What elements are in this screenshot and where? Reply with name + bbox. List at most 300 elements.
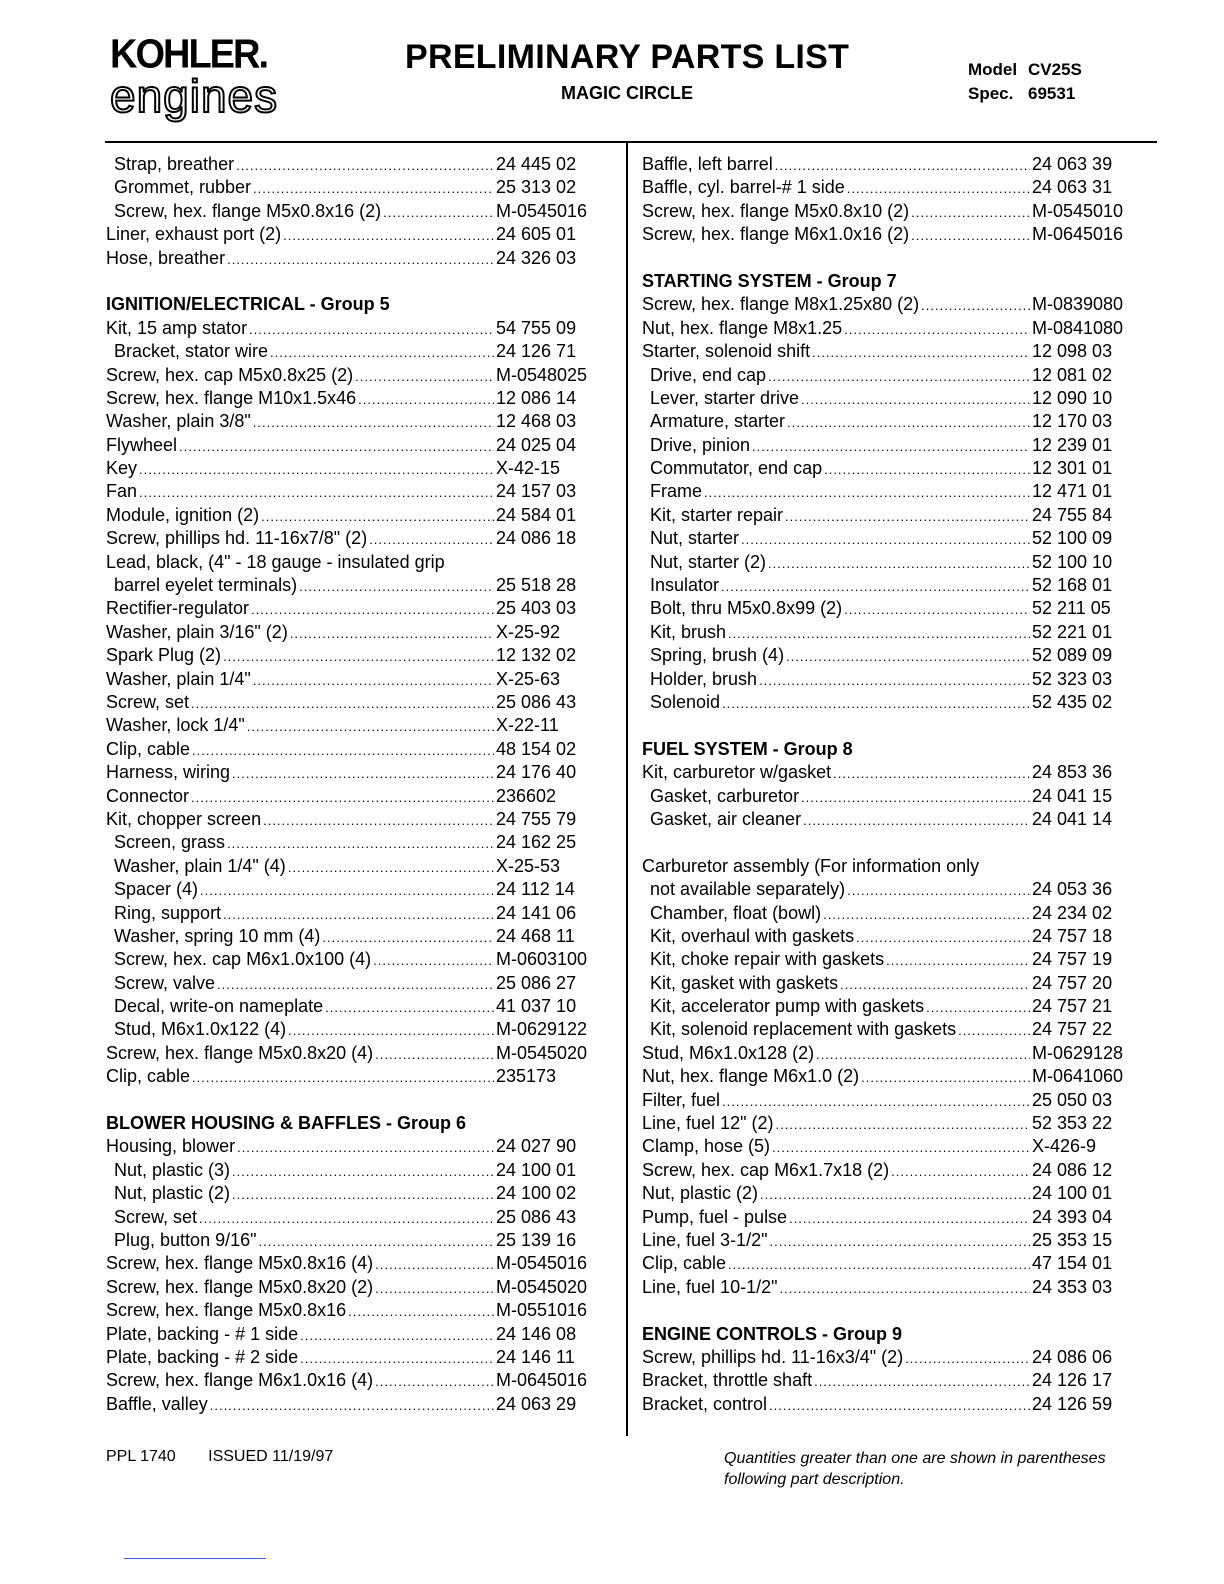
dot-leader [237, 1140, 494, 1155]
part-row [642, 1019, 1132, 1042]
dot-leader [270, 345, 494, 360]
dot-leader [769, 1234, 1030, 1249]
part-row [106, 505, 596, 528]
dot-leader [217, 977, 494, 992]
part-number: 54 755 09 [496, 317, 577, 338]
part-description: Housing, blower [106, 1136, 236, 1157]
dot-leader [752, 439, 1030, 454]
part-row [642, 622, 1132, 645]
part-number: 24 234 02 [1032, 902, 1113, 923]
part-number: 25 086 43 [496, 691, 577, 712]
part-description: Gasket, carburetor [650, 785, 800, 806]
part-number: 12 086 14 [496, 387, 577, 408]
part-number: X-426-9 [1032, 1136, 1097, 1157]
part-number: 52 100 10 [1032, 551, 1113, 572]
part-row [106, 949, 596, 972]
part-number: M-0545020 [496, 1276, 588, 1297]
footer-note [724, 1448, 1124, 1490]
dot-leader [789, 1211, 1030, 1226]
part-description-line: Lead, black, (4" - 18 gauge - insulated grip [106, 551, 445, 572]
part-description: Liner, exhaust port (2) [106, 224, 282, 245]
part-number: M-0645016 [496, 1370, 588, 1391]
part-number: 24 063 31 [1032, 177, 1113, 198]
dot-leader [375, 1257, 494, 1272]
part-description: Screw, hex. flange M5x0.8x16 (2) [114, 200, 382, 221]
dot-leader [191, 696, 494, 711]
part-description: Clamp, hose (5) [642, 1136, 771, 1157]
part-description: Hose, breather [106, 247, 226, 268]
part-description: not available separately) [650, 879, 846, 900]
dot-leader [812, 345, 1030, 360]
part-row [106, 481, 596, 504]
parts-column-left [106, 154, 596, 1417]
dot-leader [722, 696, 1030, 711]
section-spacer [106, 271, 596, 294]
part-number: 47 154 01 [1032, 1253, 1113, 1274]
dot-leader [926, 1000, 1030, 1015]
dot-leader [824, 462, 1030, 477]
dot-leader [958, 1023, 1030, 1038]
part-number: 25 139 16 [496, 1229, 577, 1250]
dot-leader [911, 228, 1030, 243]
part-description: Screw, phillips hd. 11-16x3/4" (2) [642, 1346, 904, 1367]
part-row [106, 435, 596, 458]
dot-leader [300, 1328, 494, 1343]
part-number: 12 098 03 [1032, 341, 1113, 362]
part-row [642, 318, 1132, 341]
column-divider [626, 143, 628, 1436]
part-row [106, 996, 596, 1019]
part-description: Baffle, valley [106, 1393, 208, 1414]
dot-leader [768, 369, 1030, 384]
part-number: M-0548025 [496, 364, 588, 385]
part-row [106, 365, 596, 388]
part-description: Screen, grass [114, 832, 226, 853]
part-description: Armature, starter [650, 411, 786, 432]
part-description: Key [106, 458, 138, 479]
part-description: Screw, hex. flange M6x1.0x16 (2) [642, 224, 910, 245]
part-row [106, 1324, 596, 1347]
part-description: Frame [650, 481, 703, 502]
part-number: 12 471 01 [1032, 481, 1113, 502]
part-description: Ring, support [114, 902, 222, 923]
part-row [106, 598, 596, 621]
part-number: 24 757 20 [1032, 972, 1113, 993]
doc-number: PPL 1740 [106, 1448, 176, 1465]
part-row [106, 1300, 596, 1323]
part-number: 25 313 02 [496, 177, 577, 198]
part-row [642, 949, 1132, 972]
part-row [642, 481, 1132, 504]
part-description: Plate, backing - # 2 side [106, 1346, 299, 1367]
part-row [106, 809, 596, 832]
part-number: 52 435 02 [1032, 691, 1113, 712]
part-row [106, 201, 596, 224]
part-description: Chamber, float (bowl) [650, 902, 822, 923]
dot-leader [232, 1187, 494, 1202]
part-description: Module, ignition (2) [106, 504, 260, 525]
dot-leader [786, 649, 1030, 664]
part-row [642, 1066, 1132, 1089]
dot-leader [375, 1281, 494, 1296]
dot-leader [373, 953, 494, 968]
part-description: Nut, hex. flange M8x1.25 [642, 317, 843, 338]
dot-leader [844, 602, 1030, 617]
part-description: Line, fuel 3-1/2" [642, 1229, 768, 1250]
part-number: 12 170 03 [1032, 411, 1113, 432]
part-number: X-25-92 [496, 621, 561, 642]
part-description: Screw, set [114, 1206, 198, 1227]
part-row [106, 622, 596, 645]
part-number: 52 168 01 [1032, 575, 1113, 596]
section-spacer [642, 832, 1132, 855]
part-description: Stud, M6x1.0x122 (4) [114, 1019, 287, 1040]
part-description: Nut, plastic (2) [114, 1183, 231, 1204]
scan-artifact-line [124, 1558, 266, 1559]
part-row [642, 1090, 1132, 1113]
part-description: Grommet, rubber [114, 177, 252, 198]
dot-leader [911, 205, 1030, 220]
part-description: Kit, choke repair with gaskets [650, 949, 885, 970]
dot-leader [261, 509, 494, 524]
part-number: 24 326 03 [496, 247, 577, 268]
part-row [642, 435, 1132, 458]
part-row [106, 1043, 596, 1066]
part-description: Screw, hex. flange M10x1.5x46 [106, 387, 357, 408]
dot-leader [921, 298, 1030, 313]
part-row [106, 715, 596, 738]
part-description: Washer, plain 1/4" (4) [114, 855, 286, 876]
part-description: Screw, hex. flange M5x0.8x20 (2) [106, 1276, 374, 1297]
dot-leader [787, 415, 1030, 430]
part-row [642, 552, 1132, 575]
part-number: 24 757 19 [1032, 949, 1113, 970]
part-description: Nut, starter [650, 528, 740, 549]
part-row [642, 879, 1132, 902]
part-row [106, 411, 596, 434]
part-number: 235173 [496, 1066, 557, 1087]
part-description: Bracket, throttle shaft [642, 1370, 813, 1391]
part-number: 24 100 01 [1032, 1183, 1113, 1204]
part-description: Clip, cable [642, 1253, 727, 1274]
part-row [642, 1207, 1132, 1230]
dot-leader [779, 1281, 1030, 1296]
part-row [642, 762, 1132, 785]
part-description: Spring, brush (4) [650, 645, 785, 666]
part-number: 12 132 02 [496, 645, 577, 666]
part-description: Nut, plastic (3) [114, 1159, 231, 1180]
part-number: 24 393 04 [1032, 1206, 1113, 1227]
part-row [642, 1253, 1132, 1276]
part-description: Kit, carburetor w/gasket [642, 762, 832, 783]
part-number: 24 141 06 [496, 902, 577, 923]
dot-leader [192, 1070, 494, 1085]
part-row [106, 645, 596, 668]
dot-leader [847, 181, 1030, 196]
part-description: Decal, write-on nameplate [114, 996, 324, 1017]
part-row [106, 903, 596, 926]
part-number: 24 112 14 [496, 879, 575, 900]
dot-leader [290, 626, 494, 641]
part-description: Baffle, left barrel [642, 154, 773, 174]
part-description: Line, fuel 12" (2) [642, 1113, 774, 1134]
part-number: 24 353 03 [1032, 1276, 1113, 1297]
part-row [642, 1277, 1132, 1300]
part-description: Fan [106, 481, 138, 502]
model-label: Model [968, 60, 1018, 79]
part-number: 24 445 02 [496, 154, 577, 174]
part-description: Washer, plain 3/8" [106, 411, 251, 432]
part-number: M-0551016 [496, 1300, 588, 1321]
part-row [642, 1136, 1132, 1159]
part-number: 24 162 25 [496, 832, 577, 853]
issued-date: ISSUED 11/19/97 [208, 1448, 334, 1465]
dot-leader [139, 462, 494, 477]
dot-leader [192, 743, 494, 758]
dot-leader [760, 1187, 1030, 1202]
part-number: 24 176 40 [496, 762, 577, 783]
logo-engines-text: engines [110, 70, 279, 122]
spec-label: Spec. [968, 84, 1014, 103]
part-description: Kit, gasket with gaskets [650, 972, 839, 993]
part-description: Screw, set [106, 691, 190, 712]
part-row [642, 973, 1132, 996]
part-row [642, 224, 1132, 247]
part-description: Plug, button 9/16" [114, 1229, 257, 1250]
dot-leader [253, 673, 494, 688]
part-row [106, 926, 596, 949]
footer-note-line-1: Quantities greater than one are shown in parentheses [724, 1450, 1106, 1467]
part-description: Kit, starter repair [650, 504, 784, 525]
dot-leader [369, 532, 494, 547]
part-description: Kit, overhaul with gaskets [650, 925, 855, 946]
part-row [106, 832, 596, 855]
part-description: Screw, hex. flange M5x0.8x20 (4) [106, 1042, 374, 1063]
dot-leader [253, 181, 494, 196]
part-description: Strap, breather [114, 154, 235, 174]
part-number: 52 323 03 [1032, 668, 1113, 689]
part-number: 24 584 01 [496, 504, 577, 525]
section-spacer [642, 1300, 1132, 1323]
part-description: Filter, fuel [642, 1089, 721, 1110]
part-number: M-0629128 [1032, 1042, 1124, 1063]
dot-leader [179, 439, 494, 454]
dot-leader [210, 1398, 494, 1413]
part-description: Line, fuel 10-1/2" [642, 1276, 778, 1297]
part-number: 24 086 12 [1032, 1159, 1113, 1180]
spec-value: 69531 [1028, 84, 1076, 103]
part-number: 24 063 39 [1032, 154, 1113, 174]
part-number: 12 468 03 [496, 411, 577, 432]
section-spacer [642, 248, 1132, 271]
part-row [106, 739, 596, 762]
part-number: 24 086 06 [1032, 1346, 1113, 1367]
part-description: Starter, solenoid shift [642, 341, 811, 362]
part-number: X-25-63 [496, 668, 561, 689]
part-row [106, 1277, 596, 1300]
dot-leader [861, 1070, 1030, 1085]
part-number: 24 126 17 [1032, 1370, 1113, 1391]
part-number: 24 063 29 [496, 1393, 577, 1414]
dot-leader [816, 1047, 1030, 1062]
part-description: Washer, spring 10 mm (4) [114, 925, 321, 946]
part-row [106, 575, 596, 598]
part-description: Screw, hex. cap M5x0.8x25 (2) [106, 364, 354, 385]
dot-leader [772, 1140, 1030, 1155]
model-value: CV25S [1028, 60, 1082, 79]
part-number: M-0629122 [496, 1019, 588, 1040]
dot-leader [768, 556, 1030, 571]
part-description: Baffle, cyl. barrel-# 1 side [642, 177, 845, 198]
dot-leader [383, 205, 494, 220]
section-spacer [642, 715, 1132, 738]
part-number: M-0839080 [1032, 294, 1124, 315]
part-description: Screw, hex. cap M6x1.7x18 (2) [642, 1159, 890, 1180]
dot-leader [355, 369, 494, 384]
part-row [106, 458, 596, 481]
part-number: 24 755 79 [496, 808, 577, 829]
part-description: Screw, hex. flange M6x1.0x16 (4) [106, 1370, 374, 1391]
dot-leader [191, 790, 494, 805]
part-number: M-0545010 [1032, 200, 1124, 221]
part-row [106, 1230, 596, 1253]
part-number: 24 853 36 [1032, 762, 1113, 783]
dot-leader [775, 1117, 1030, 1132]
header-divider [105, 141, 1157, 143]
dot-leader [769, 1398, 1030, 1413]
part-number: 25 086 27 [496, 972, 577, 993]
part-description: Screw, hex. flange M8x1.25x80 (2) [642, 294, 920, 315]
part-number: 24 100 01 [496, 1159, 577, 1180]
part-row [642, 926, 1132, 949]
dot-leader [200, 883, 494, 898]
part-description: Pump, fuel - pulse [642, 1206, 788, 1227]
part-row [642, 692, 1132, 715]
part-description: Screw, valve [114, 972, 216, 993]
part-description: Rectifier-regulator [106, 598, 250, 619]
part-row [642, 177, 1132, 200]
dot-leader [322, 930, 494, 945]
part-number: X-42-15 [496, 458, 561, 479]
part-row [642, 1394, 1132, 1417]
part-row [106, 177, 596, 200]
page-subtitle: MAGIC CIRCLE [561, 83, 693, 103]
part-row [642, 154, 1132, 177]
part-description: Drive, pinion [650, 434, 751, 455]
part-description: Holder, brush [650, 668, 758, 689]
part-row [106, 388, 596, 411]
part-number: 25 353 15 [1032, 1229, 1113, 1250]
dot-leader [704, 485, 1030, 500]
dot-leader [801, 790, 1030, 805]
part-row [106, 1394, 596, 1417]
dot-leader [891, 1164, 1030, 1179]
part-row [642, 996, 1132, 1019]
part-description: Kit, brush [650, 621, 727, 642]
part-description: Nut, plastic (2) [642, 1183, 759, 1204]
part-description: Connector [106, 785, 190, 806]
part-number: 12 301 01 [1032, 458, 1113, 479]
dot-leader [223, 649, 494, 664]
part-row [642, 669, 1132, 692]
part-number: 24 126 59 [1032, 1393, 1113, 1414]
part-row [106, 1207, 596, 1230]
part-row [106, 856, 596, 879]
part-row [106, 318, 596, 341]
part-number: 24 053 36 [1032, 879, 1113, 900]
part-number: 24 027 90 [496, 1136, 577, 1157]
part-row [642, 294, 1132, 317]
dot-leader [223, 907, 494, 922]
group-heading: ENGINE CONTROLS - Group 9 [642, 1323, 903, 1344]
part-number: 24 757 21 [1032, 996, 1113, 1017]
part-row [642, 809, 1132, 832]
dot-leader [227, 252, 494, 267]
part-description: Stud, M6x1.0x128 (2) [642, 1042, 815, 1063]
dot-leader [833, 766, 1030, 781]
part-number: 24 041 15 [1032, 785, 1113, 806]
part-row [106, 1066, 596, 1089]
part-number: 25 050 03 [1032, 1089, 1113, 1110]
dot-leader [886, 953, 1030, 968]
part-description: Screw, phillips hd. 11-16x7/8" (2) [106, 528, 368, 549]
dot-leader [721, 579, 1030, 594]
part-row [642, 458, 1132, 481]
parts-column-right [642, 154, 1132, 1417]
part-row [642, 341, 1132, 364]
part-description: barrel eyelet terminals) [114, 575, 298, 596]
dot-leader [803, 813, 1030, 828]
dot-leader [300, 1351, 494, 1366]
part-description: Spark Plug (2) [106, 645, 222, 666]
dot-leader [236, 158, 494, 173]
part-row [106, 1347, 596, 1370]
part-number: 24 146 08 [496, 1323, 577, 1344]
part-description: Washer, plain 1/4" [106, 668, 251, 689]
dot-leader [785, 509, 1030, 524]
part-number: 52 211 05 [1032, 598, 1111, 619]
part-number: 25 086 43 [496, 1206, 577, 1227]
group-heading: STARTING SYSTEM - Group 7 [642, 270, 897, 291]
part-number: 24 025 04 [496, 434, 577, 455]
dot-leader [358, 392, 494, 407]
part-row [106, 1183, 596, 1206]
dot-leader [856, 930, 1030, 945]
part-description: Bracket, stator wire [114, 341, 269, 362]
part-number: 48 154 02 [496, 738, 577, 759]
dot-leader [227, 836, 494, 851]
part-number: 12 081 02 [1032, 364, 1113, 385]
part-number: 24 757 22 [1032, 1019, 1113, 1040]
part-row [106, 1019, 596, 1042]
dot-leader [814, 1374, 1030, 1389]
dot-leader [283, 228, 494, 243]
part-description: Commutator, end cap [650, 458, 823, 479]
part-number: 52 221 01 [1032, 621, 1113, 642]
part-description: Plate, backing - # 1 side [106, 1323, 299, 1344]
part-row [642, 1347, 1132, 1370]
part-row [642, 365, 1132, 388]
part-row [106, 1136, 596, 1159]
part-description: Washer, plain 3/16" (2) [106, 621, 288, 642]
part-row [106, 669, 596, 692]
model-spec-block [968, 58, 1082, 106]
part-row [106, 154, 596, 177]
dot-leader [232, 766, 494, 781]
part-number: 24 086 18 [496, 528, 577, 549]
part-row [106, 248, 596, 271]
part-row [642, 411, 1132, 434]
